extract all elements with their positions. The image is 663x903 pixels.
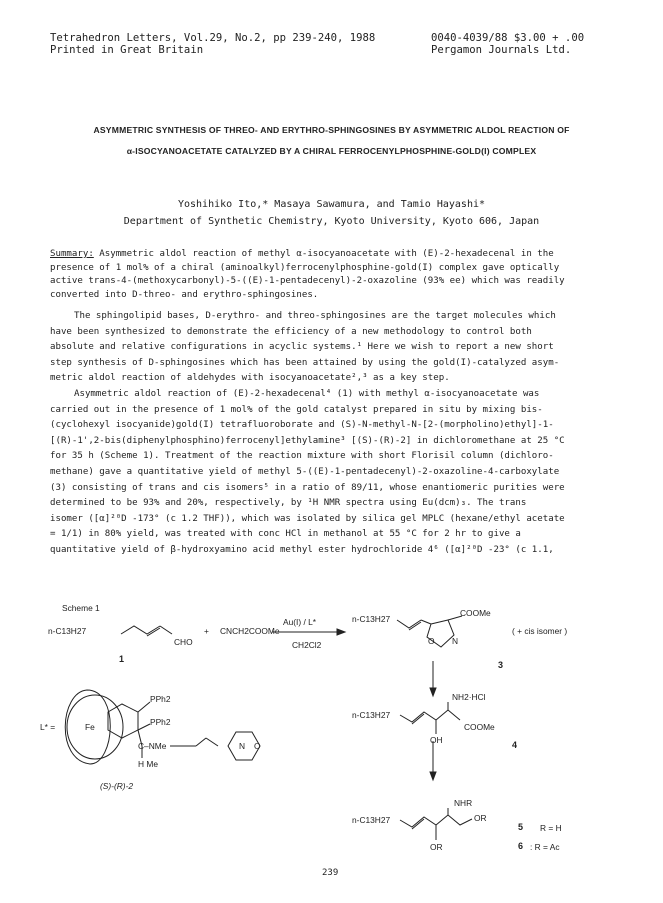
body-line: methane) gave a quantitative yield of methyl 5-((E)-1-pentadecenyl)-2-oxazoline-4-carboxylate [50,466,560,477]
scheme-r1-label-4: n-C13H27 [352,710,391,720]
ligand-nme: C–NMe [138,741,167,751]
compound-4-number: 4 [512,740,518,750]
compound-4-nh2hcl: NH2·HCl [452,692,486,702]
compound-5-or-terminal: OR [474,813,487,823]
body-line: determined to be 93% and 20%, respectively, by ¹H NMR spectra using Eu(dcm)₃. The trans [50,498,527,509]
body-line: metric aldol reaction of aldehydes with isocyanoacetate²,³ as a key step. [50,373,450,384]
ligand-hme: H Me [138,759,159,769]
authors: Yoshihiko Ito,* Masaya Sawamura, and Tamio Hayashi* [177,199,486,210]
body-line: have been synthesized to demonstrate the efficiency of a new methodology to control both [50,326,532,337]
scheme-plus: + [204,626,209,636]
scheme-title: Scheme 1 [62,603,100,613]
body-line: Asymmetric aldol reaction of (E)-2-hexadecenal⁴ (1) with methyl α-isocyanoacetate was [74,388,540,399]
journal-citation: Tetrahedron Letters, Vol.29, No.2, pp 239-240, 1988 [50,32,376,44]
body-line: carried out in the presence of 1 mol% of the gold catalyst prepared in situ by mixing bis- [50,404,543,415]
ligand-label: L* = [40,722,56,732]
scheme-r1-label: n-C13H27 [48,626,87,636]
compound-6-number: 6 [518,841,524,851]
article-title-line-1: ASYMMETRIC SYNTHESIS OF THREO- AND ERYTHRO-SPHINGOSINES BY ASYMMETRIC ALDOL REACTION OF [93,125,570,135]
morpholine-n: N [239,741,246,751]
scheme-catalyst: Au(I) / L* [283,617,317,627]
body-line: step synthesis of D-sphingosines which has been attained by using the gold(I)-catalyzed asym- [50,357,560,368]
ferrocene-fe: Fe [85,722,95,732]
body-line: absolute and relative configurations in acyclic systems.¹ Here we wish to report a new short [50,342,554,353]
compound-5-number: 5 [518,822,524,832]
compound-5-r: R = H [540,823,562,833]
compound-4-oh: OH [430,735,443,745]
body-line: = 1/1) in 80% yield, was treated with conc HCl in methanol at 55 °C for 2 hr to give a [50,529,521,540]
summary-line-4: converted into D-threo- and erythro-sphingosines. [50,289,319,300]
publisher: Pergamon Journals Ltd. [431,44,572,56]
body-line: The sphingolipid bases, D-erythro- and threo-sphingosines are the target molecules which [74,311,556,321]
compound-4-coome: COOMe [464,722,495,732]
body-line: (cyclohexyl isocyanide)gold(I) tetrafluoroborate and (S)-N-methyl-N-[2-(morpholino)ethyl]-1- [50,420,554,431]
ligand-pph2-top: PPh2 [150,694,171,704]
printed-in: Printed in Great Britain [50,44,204,56]
body-line: [(R)-1',2-bis(diphenylphosphino)ferrocenyl]ethylamine³ [(S)-(R)-2] in dichloromethane at 25 °C [50,435,565,446]
scheme-cho-label: CHO [174,637,193,647]
compound-5-nhr: NHR [454,798,473,808]
scheme-r1-label-5: n-C13H27 [352,815,391,825]
scheme-solvent: CH2Cl2 [292,640,322,650]
body-line: (3) consisting of trans and cis isomers⁵ in a ratio of 89/11, whose enantiomeric purities were [50,482,565,493]
cis-isomer-note: ( + cis isomer ) [512,626,568,636]
compound-6-r: : R = Ac [530,842,560,852]
article-code: 0040-4039/88 $3.00 + .00 [431,32,585,44]
scheme-r1-label-3: n-C13H27 [352,614,391,624]
affiliation: Department of Synthetic Chemistry, Kyoto University, Kyoto 606, Japan [123,216,540,227]
body-line: isomer ([α]²⁰D -173° (c 1.2 THF)), which was isolated by silica gel MPLC (hexane/ethyl acetate [50,513,565,524]
compound-3-coome: COOMe [460,608,491,618]
compound-3-number: 3 [498,660,504,670]
body-line: quantitative yield of β-hydroxyamino acid methyl ester hydrochloride 4⁶ ([α]²⁰D -23° (c 1.1, [50,544,554,555]
morpholine-o: O [254,741,261,751]
article-title-line-2: α-ISOCYANOACETATE CATALYZED BY A CHIRAL FERROCENYLPHOSPHINE-GOLD(I) COMPLEX [126,146,537,156]
summary-line-2: presence of 1 mol% of a chiral (aminoalkyl)ferrocenylphosphine-gold(I) complex gave optically [50,262,560,273]
summary-line-3: active trans-4-(methoxycarbonyl)-5-((E)-1-pentadecenyl)-2-oxazoline (93% ee) which was readily [50,276,565,286]
catalyst-label: (S)-(R)-2 [100,781,134,791]
compound-5-or: OR [430,842,443,852]
body-line: for 35 h (Scheme 1). Treatment of the reaction mixture with short Florisil column (dichloro- [50,451,554,462]
compound-3-n: N [452,636,459,646]
scheme-reagent: CNCH2COOMe [220,626,280,636]
compound-3-o: O [428,636,435,646]
page-number: 239 [322,868,339,878]
compound-1-number: 1 [119,654,125,664]
ligand-pph2: PPh2 [150,717,171,727]
summary-line-1: Asymmetric aldol reaction of methyl α-isocyanoacetate with (E)-2-hexadecenal in the [93,249,554,259]
summary-label: Summary: [50,249,94,259]
